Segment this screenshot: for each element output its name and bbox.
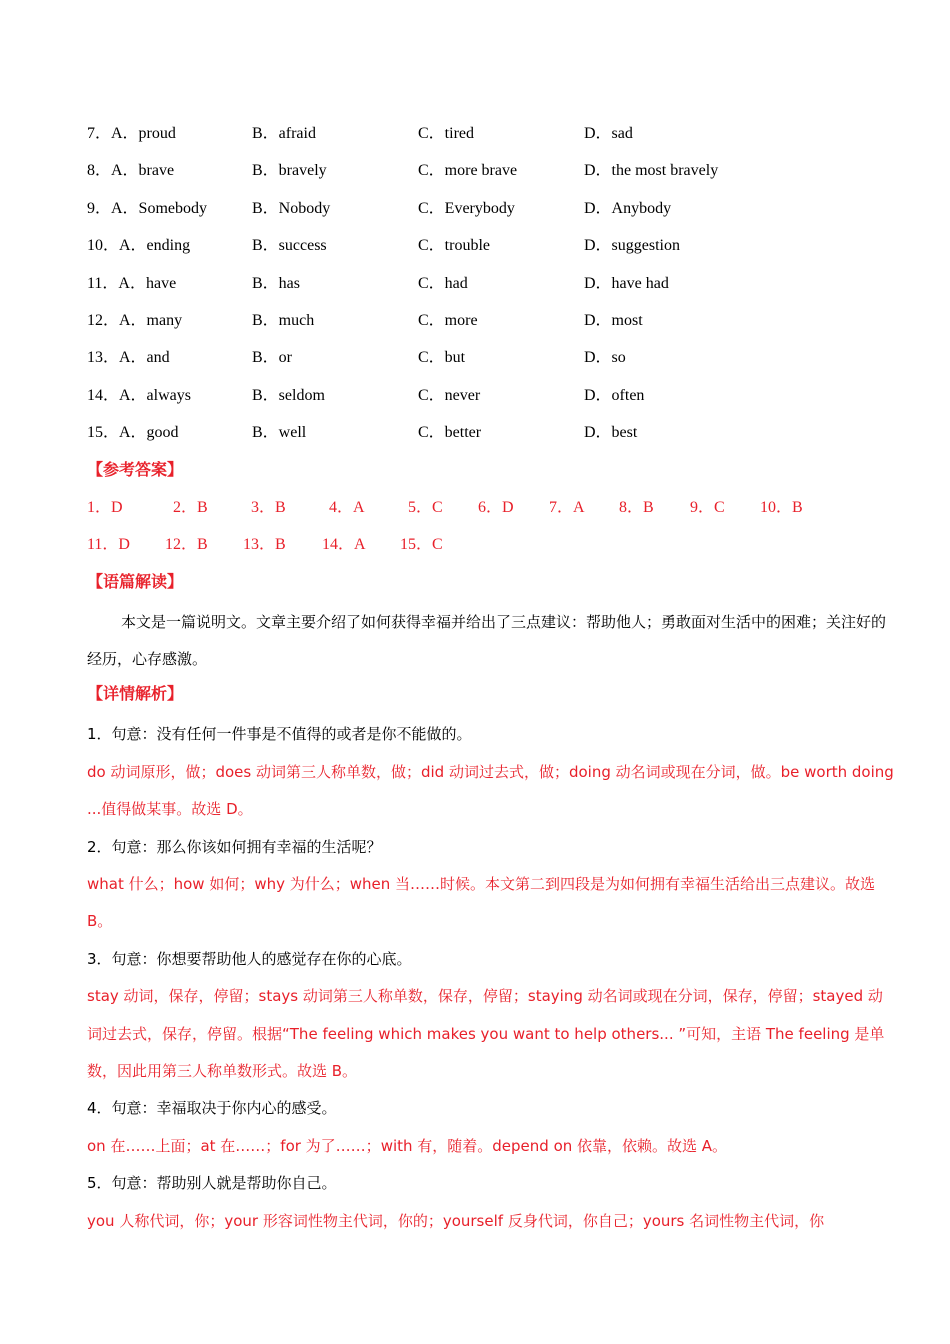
option-d: D．so: [584, 349, 626, 367]
explanation: stay 动词，保存，停留；stays 动词第三人称单数，保存，停留；staying 动名词或现在分词，保存，停留；stayed 动词过去式，保存，停留。根据“The feeling which makes you want to help others... ”可知，主语 The feeling 是单数，因此用第三人称单数形式。故选 B。: [87, 987, 885, 1080]
options-list: [87, 118, 897, 455]
option-d: D．Anybody: [584, 199, 672, 217]
option-a: 10．A．ending: [87, 237, 191, 255]
answer-item: 1．D: [87, 498, 123, 516]
option-b: B．Nobody: [252, 199, 331, 217]
option-a: 12．A．many: [87, 311, 183, 329]
answer-item: 8．B: [619, 498, 654, 516]
option-c: C．tired: [418, 125, 474, 142]
option-row: [87, 118, 897, 155]
answer-item: 13．B: [243, 536, 286, 554]
option-row: [87, 155, 897, 192]
option-d: D．sad: [584, 125, 633, 142]
answer-item: 11．D: [87, 536, 130, 554]
option-b: B．has: [252, 274, 301, 292]
details-heading: 【详情解析】: [87, 683, 184, 703]
document-page: [87, 118, 897, 1240]
option-d: D．often: [584, 386, 645, 404]
option-c: C．had: [418, 274, 468, 292]
option-a: 11．A．have: [87, 274, 177, 292]
option-a: 8．A．brave: [87, 162, 175, 180]
reading-heading: 【语篇解读】: [87, 571, 184, 591]
question-meaning: 1．句意：没有任何一件事是不值得的或者是你不能做的。: [87, 725, 472, 744]
answer-item: 15．C: [400, 536, 443, 554]
answer-item: 7．A: [549, 498, 585, 516]
option-c: C．better: [418, 424, 482, 442]
option-d: D．most: [584, 311, 643, 329]
option-b: B．much: [252, 311, 315, 329]
explanation: on 在……上面；at 在……；for 为了……；with 有，随着。depend on 依靠，依赖。故选 A。: [87, 1136, 728, 1155]
option-d: D．suggestion: [584, 237, 681, 255]
option-b: B．success: [252, 237, 327, 255]
option-row: [87, 380, 897, 417]
option-d: D．best: [584, 424, 638, 442]
option-c: C．never: [418, 386, 481, 404]
answer-item: 2．B: [173, 498, 208, 516]
answer-item: 12．B: [165, 536, 208, 554]
reading-text: 本文是一篇说明文。文章主要介绍了如何获得幸福并给出了三点建议：帮助他人；勇敢面对生活中的困难；关注好的经历，心存感激。: [87, 613, 887, 669]
question-meaning: 2．句意：那么你该如何拥有幸福的生活呢？: [87, 837, 382, 856]
explanation: what 什么；how 如何；why 为什么；when 当……时候。本文第二到四段是为如何拥有幸福生活给出三点建议。故选 B。: [87, 874, 876, 931]
option-c: C．but: [418, 349, 466, 367]
option-b: B．bravely: [252, 162, 327, 180]
option-row: [87, 305, 897, 342]
option-c: C．Everybody: [418, 199, 515, 217]
option-row: [87, 268, 897, 305]
answers-row: [87, 529, 897, 566]
question-meaning: 4．句意：幸福取决于你内心的感受。: [87, 1099, 337, 1118]
question-meaning: 5．句意：帮助别人就是帮助你自己。: [87, 1174, 337, 1193]
option-a: 9．A．Somebody: [87, 199, 208, 217]
option-a: 15．A．good: [87, 424, 179, 442]
answer-item: 5．C: [408, 498, 443, 516]
option-c: C．trouble: [418, 237, 490, 255]
option-row: [87, 193, 897, 230]
option-row: [87, 417, 897, 454]
answers-heading: 【参考答案】: [87, 459, 184, 479]
option-b: B．or: [252, 349, 293, 367]
option-c: C．more: [418, 311, 478, 329]
option-a: 13．A．and: [87, 349, 170, 367]
answer-item: 14．A: [322, 536, 366, 554]
answer-item: 6．D: [478, 498, 514, 516]
answers-row: [87, 492, 897, 529]
explanation: you 人称代词，你；your 形容词性物主代词，你的；yourself 反身代词，你自己；yours 名词性物主代词，你: [87, 1211, 825, 1230]
option-row: [87, 342, 897, 379]
option-row: [87, 230, 897, 267]
answer-item: 3．B: [251, 498, 286, 516]
explanation: do 动词原形，做；does 动词第三人称单数，做；did 动词过去式，做；doing 动名词或现在分词，做。be worth doing ...值得做某事。故选 D。: [87, 762, 894, 819]
option-d: D．have had: [584, 274, 669, 292]
option-a: 7．A．proud: [87, 125, 176, 142]
answer-item: 10．B: [760, 498, 803, 516]
option-b: B．afraid: [252, 125, 316, 142]
option-d: D．the most bravely: [584, 162, 719, 180]
answer-item: 9．C: [690, 498, 725, 516]
option-a: 14．A．always: [87, 386, 191, 404]
option-c: C．more brave: [418, 162, 518, 180]
answer-item: 4．A: [329, 498, 365, 516]
option-b: B．well: [252, 424, 307, 442]
question-meaning: 3．句意：你想要帮助他人的感觉存在你的心底。: [87, 949, 412, 968]
option-b: B．seldom: [252, 386, 325, 404]
